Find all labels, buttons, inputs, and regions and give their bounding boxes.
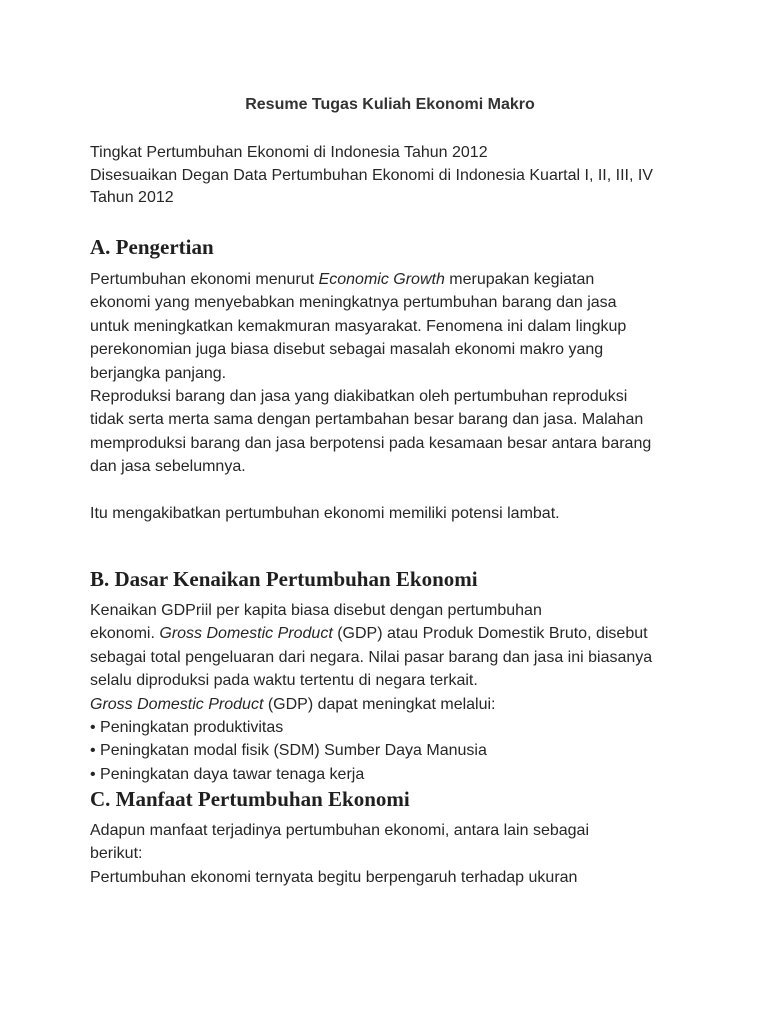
document-title: Resume Tugas Kuliah Ekonomi Makro	[245, 96, 535, 113]
text-run: (GDP) dapat meningkat melalui:	[263, 695, 496, 713]
bullet-item: • Peningkatan daya tawar tenaga kerja	[90, 765, 365, 783]
paragraph-line: untuk meningkatkan kemakmuran masyarakat. Fenomena ini dalam lingkup	[90, 317, 627, 335]
intro-block	[90, 142, 653, 210]
paragraph-line: berikut:	[90, 845, 143, 863]
section-c-body	[90, 819, 589, 889]
paragraph-line: ekonomi yang menyebabkan meningkatnya pertumbuhan barang dan jasa	[90, 294, 617, 312]
paragraph-line: berjangka panjang.	[90, 364, 227, 382]
paragraph-spacer	[90, 479, 651, 502]
paragraph-line: Adapun manfaat terjadinya pertumbuhan ekonomi, antara lain sebagai	[90, 822, 589, 839]
paragraph-line: Reproduksi barang dan jasa yang diakibatkan oleh pertumbuhan reproduksi	[90, 388, 628, 406]
paragraph-line: perekonomian juga biasa disebut sebagai masalah ekonomi makro yang	[90, 341, 604, 359]
paragraph-line: memproduksi barang dan jasa berpotensi pada kesamaan besar antara barang	[90, 434, 652, 452]
bullet-item: • Peningkatan produktivitas	[90, 719, 284, 737]
bullet-item: • Peningkatan modal fisik (SDM) Sumber Daya Manusia	[90, 742, 487, 760]
intro-line: Tahun 2012	[90, 189, 174, 206]
paragraph-line: selalu diproduksi pada waktu tertentu di negara terkait.	[90, 672, 478, 690]
section-b-body	[90, 599, 652, 786]
paragraph-line	[90, 693, 652, 716]
paragraph-line: Pertumbuhan ekonomi ternyata begitu berpengaruh terhadap ukuran	[90, 868, 578, 886]
section-a-body	[90, 268, 651, 525]
emphasis-text: Gross Domestic Product	[159, 625, 333, 643]
text-run: (GDP) atau Produk Domestik Bruto, disebut	[332, 625, 648, 643]
text-run: Pertumbuhan ekonomi menurut	[90, 271, 319, 288]
emphasis-text: Gross Domestic Product	[90, 695, 264, 713]
section-a-heading: A. Pengertian	[90, 235, 214, 259]
paragraph-line	[90, 268, 651, 291]
paragraph-line: tidak serta merta sama dengan pertambahan besar barang dan jasa. Malahan	[90, 411, 644, 429]
section-c-heading: C. Manfaat Pertumbuhan Ekonomi	[90, 787, 410, 811]
paragraph-line: dan jasa sebelumnya.	[90, 458, 246, 476]
section-b-heading: B. Dasar Kenaikan Pertumbuhan Ekonomi	[90, 567, 478, 591]
text-run: ekonomi.	[90, 625, 160, 643]
paragraph-line: sebagai total pengeluaran dari negara. Nilai pasar barang dan jasa ini biasanya	[90, 648, 653, 666]
intro-line: Tingkat Pertumbuhan Ekonomi di Indonesia Tahun 2012	[90, 144, 488, 161]
text-run: merupakan kegiatan	[444, 271, 595, 288]
paragraph-line: Itu mengakibatkan pertumbuhan ekonomi memiliki potensi lambat.	[90, 505, 560, 523]
intro-line: Disesuaikan Degan Data Pertumbuhan Ekonomi di Indonesia Kuartal I, II, III, IV	[90, 166, 653, 184]
paragraph-line	[90, 622, 652, 645]
emphasis-text: Economic Growth	[318, 271, 445, 288]
paragraph-line: Kenaikan GDPriil per kapita biasa disebut dengan pertumbuhan	[90, 602, 542, 619]
